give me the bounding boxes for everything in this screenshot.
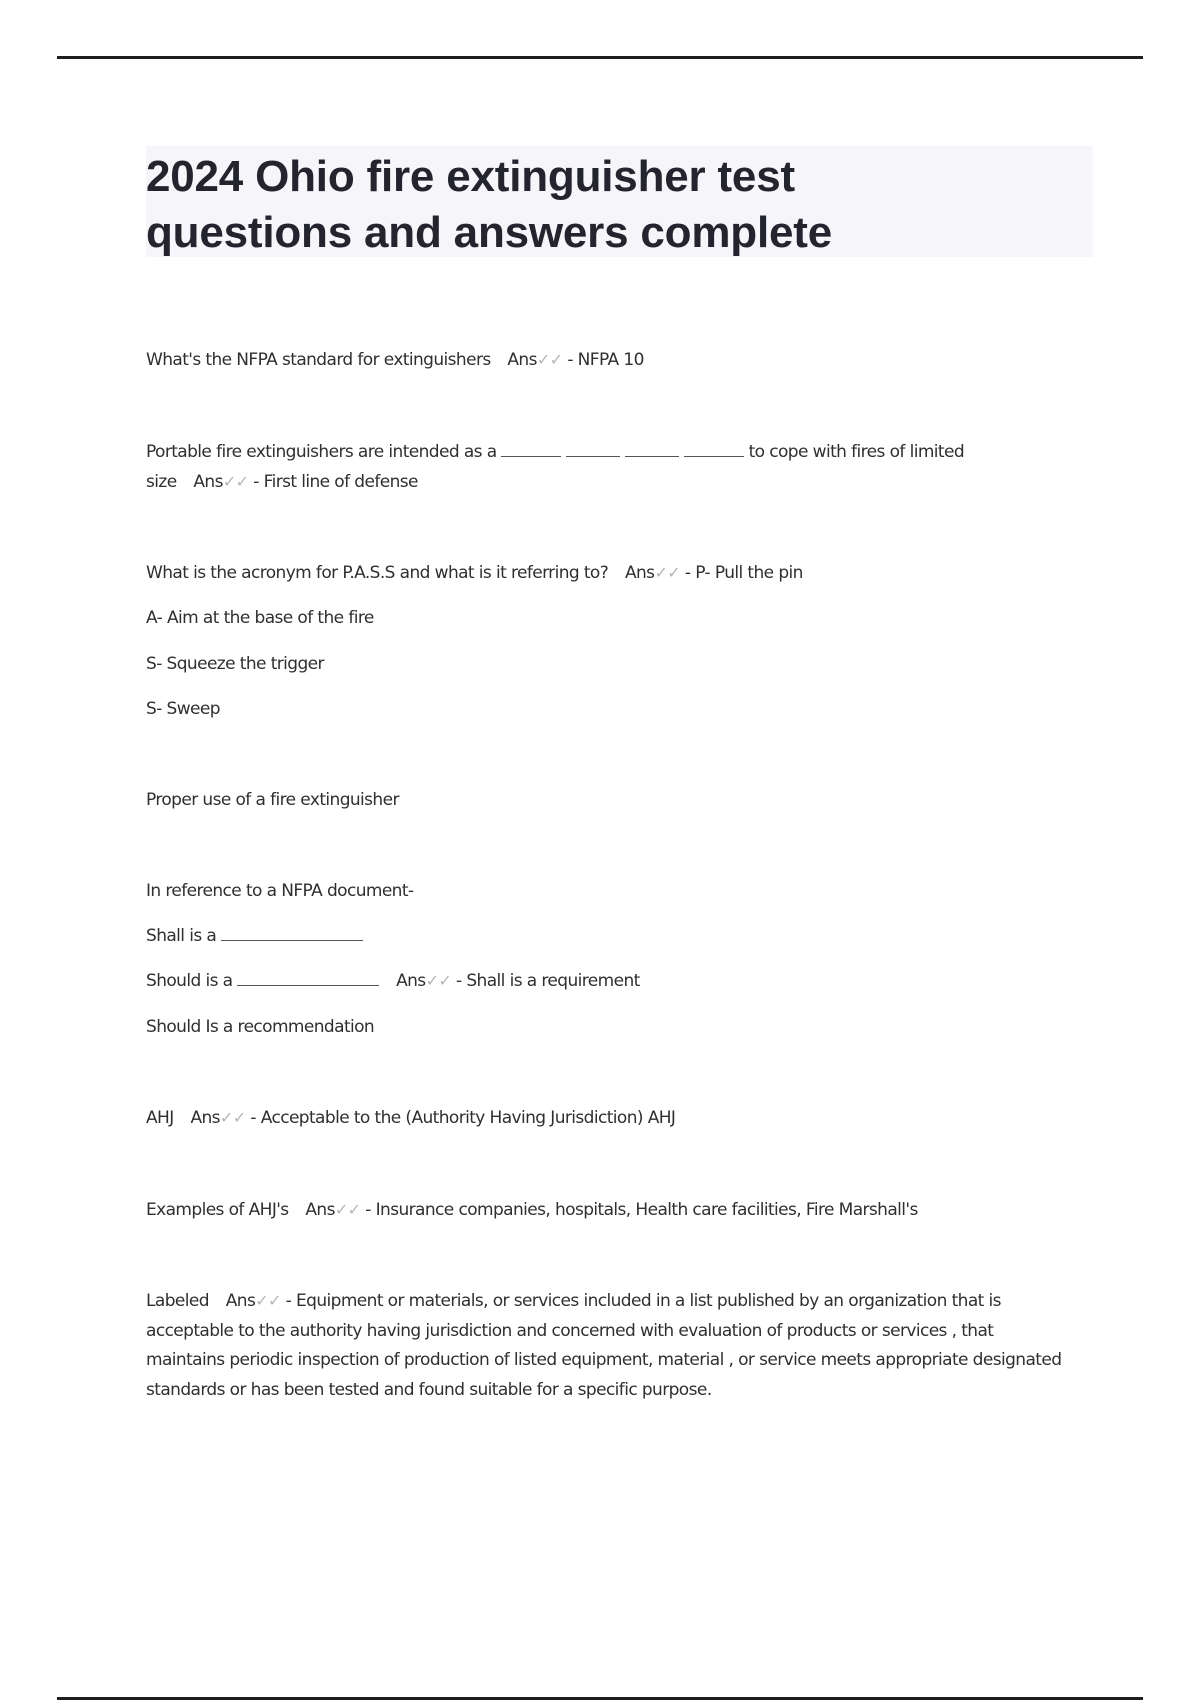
answer-text: Equipment or materials, or services included in a list published by an organization that is acceptable to the authority having jurisdiction and concerned with evaluation of products or services , that maintains periodic inspection of production of listed equipment, material , or service meets appropriate designated standards or has been tested and found suitable for a specific purpose.	[146, 1291, 1062, 1400]
answer-text: P- Pull the pin	[695, 563, 803, 583]
fill-in-blank	[501, 442, 561, 457]
answer-text: First line of defense	[263, 472, 418, 492]
fill-in-blank	[625, 442, 679, 457]
question-text: What is the acronym for P.A.S.S and what is it referring to?	[146, 563, 609, 583]
qa-item-portable-extinguishers-cont	[146, 471, 418, 493]
answer-separator: -	[285, 1291, 292, 1311]
answer-continuation: S- Squeeze the trigger	[146, 654, 324, 674]
question-text: to cope with fires of limited	[748, 442, 965, 462]
fill-in-blank	[566, 442, 620, 457]
qa-item-ahj-examples	[146, 1199, 918, 1221]
answer-marker: Ans	[624, 563, 655, 583]
answer-separator: -	[253, 472, 259, 492]
header-rule	[57, 56, 1143, 59]
fill-in-blank	[684, 442, 744, 457]
answer-separator: -	[250, 1108, 256, 1128]
fill-in-blank	[221, 926, 363, 941]
answer-marker: Ans	[225, 1291, 256, 1311]
page-title	[146, 149, 832, 261]
double-check-icon: ✓✓	[654, 563, 681, 582]
answer-marker: Ans	[190, 1108, 220, 1128]
answer-continuation: A- Aim at the base of the fire	[146, 608, 374, 628]
answer-separator: -	[456, 971, 462, 991]
question-text: Portable fire extinguishers are intended as a	[146, 442, 497, 462]
question-text: Examples of AHJ's	[146, 1200, 289, 1220]
answer-marker: Ans	[305, 1200, 335, 1220]
double-check-icon: ✓✓	[334, 1200, 361, 1219]
double-check-icon: ✓✓	[425, 971, 452, 990]
answer-separator: -	[684, 563, 691, 583]
double-check-icon: ✓✓	[222, 472, 249, 491]
qa-item-should	[146, 970, 640, 992]
section-heading-proper-use: Proper use of a fire extinguisher	[146, 790, 399, 810]
answer-marker: Ans	[507, 350, 537, 370]
answer-separator: -	[567, 350, 573, 370]
answer-text: Shall is a requirement	[466, 971, 640, 991]
question-text: Should is a	[146, 971, 233, 991]
answer-separator: -	[365, 1200, 371, 1220]
qa-item-shall	[146, 925, 363, 947]
answer-text: Acceptable to the (Authority Having Jurisdiction) AHJ	[260, 1108, 676, 1128]
double-check-icon: ✓✓	[255, 1291, 281, 1310]
answer-continuation: Should Is a recommendation	[146, 1017, 375, 1037]
title-line-2: questions and answers complete	[146, 208, 832, 257]
answer-continuation: S- Sweep	[146, 699, 220, 719]
answer-text: Insurance companies, hospitals, Health care facilities, Fire Marshall's	[375, 1200, 918, 1220]
answer-text: NFPA 10	[577, 350, 644, 370]
answer-marker: Ans	[396, 971, 426, 991]
title-line-1: 2024 Ohio fire extinguisher test	[146, 152, 795, 201]
qa-item-ahj	[146, 1107, 675, 1129]
double-check-icon: ✓✓	[219, 1108, 246, 1127]
question-text: size	[146, 472, 177, 492]
qa-item-portable-extinguishers	[146, 441, 964, 463]
qa-item-nfpa-standard	[146, 349, 644, 371]
answer-marker: Ans	[193, 472, 223, 492]
question-text: Shall is a	[146, 926, 217, 946]
fill-in-blank	[237, 971, 379, 986]
qa-item-pass-acronym	[146, 562, 803, 584]
double-check-icon: ✓✓	[536, 350, 563, 369]
question-text: Labeled	[146, 1291, 209, 1311]
question-text: AHJ	[146, 1108, 174, 1128]
qa-item-labeled	[146, 1286, 1076, 1405]
question-text: What's the NFPA standard for extinguishers	[146, 350, 491, 370]
question-line: In reference to a NFPA document-	[146, 881, 414, 901]
